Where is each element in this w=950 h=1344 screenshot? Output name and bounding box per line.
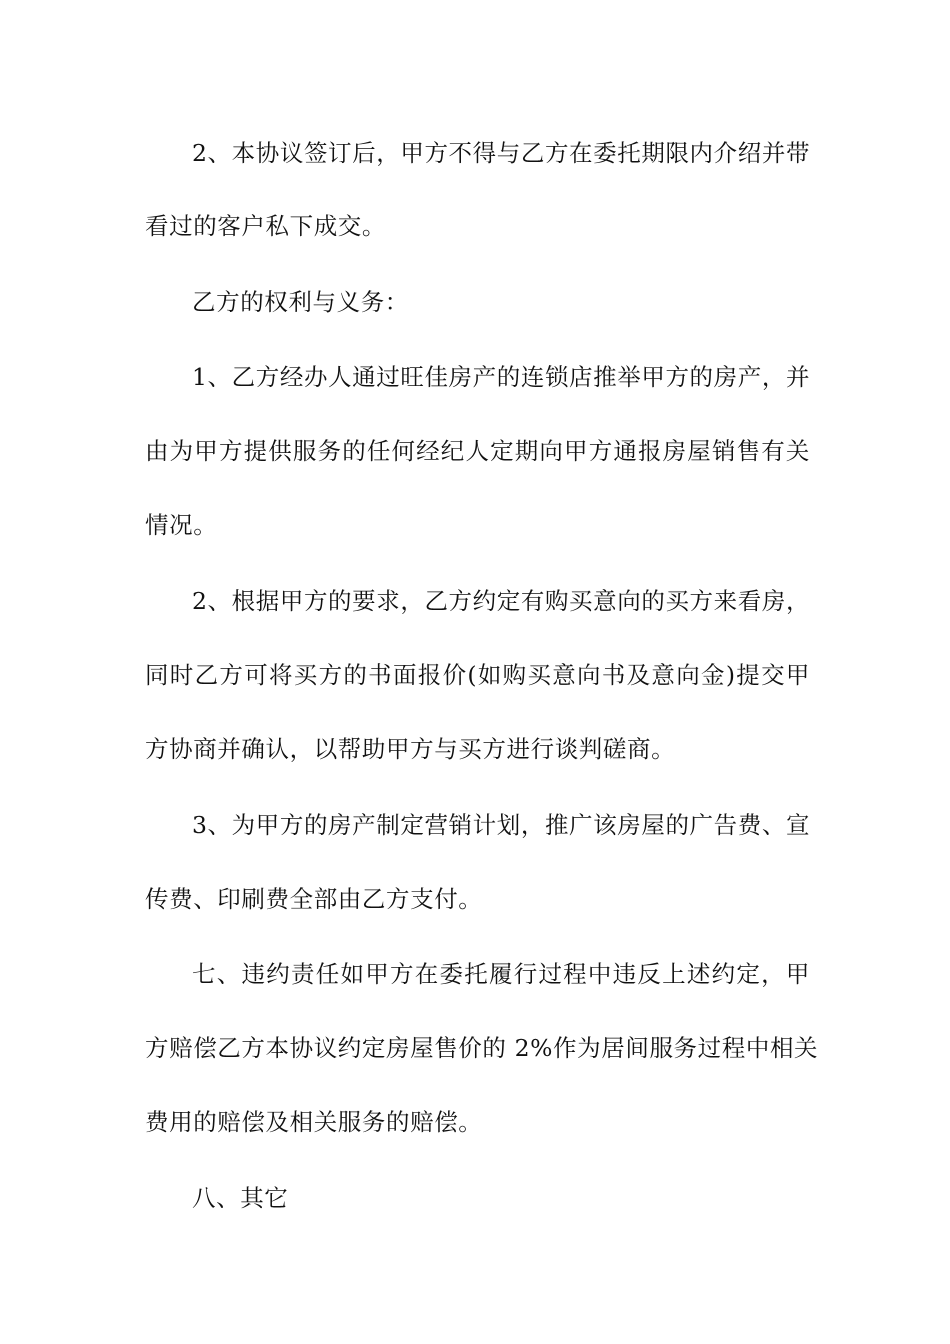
paragraph-line: 方赔偿乙方本协议约定房屋售价的 2%作为居间服务过程中相关	[145, 1034, 819, 1062]
paragraph-line: 同时乙方可将买方的书面报价(如购买意向书及意向金)提交甲	[145, 661, 810, 689]
paragraph-line: 1、乙方经办人通过旺佳房产的连锁店推举甲方的房产，并	[192, 363, 811, 391]
paragraph-line: 传费、印刷费全部由乙方支付。	[145, 885, 483, 913]
paragraph-line: 费用的赔偿及相关服务的赔偿。	[145, 1108, 483, 1136]
section-heading: 八、其它	[192, 1184, 289, 1212]
paragraph-line: 2、本协议签订后，甲方不得与乙方在委托期限内介绍并带	[192, 139, 811, 167]
paragraph-line: 七、违约责任如甲方在委托履行过程中违反上述约定，甲	[192, 960, 810, 988]
paragraph-line: 由为甲方提供服务的任何经纪人定期向甲方通报房屋销售有关	[145, 437, 810, 465]
paragraph-line: 情况。	[145, 511, 218, 539]
paragraph-line: 2、根据甲方的要求，乙方约定有购买意向的买方来看房，	[192, 587, 811, 615]
paragraph-line: 看过的客户私下成交。	[145, 212, 386, 240]
paragraph-line: 3、为甲方的房产制定营销计划，推广该房屋的广告费、宣	[192, 811, 811, 839]
section-heading: 乙方的权利与义务：	[192, 288, 409, 316]
paragraph-line: 方协商并确认，以帮助甲方与买方进行谈判磋商。	[145, 735, 676, 763]
